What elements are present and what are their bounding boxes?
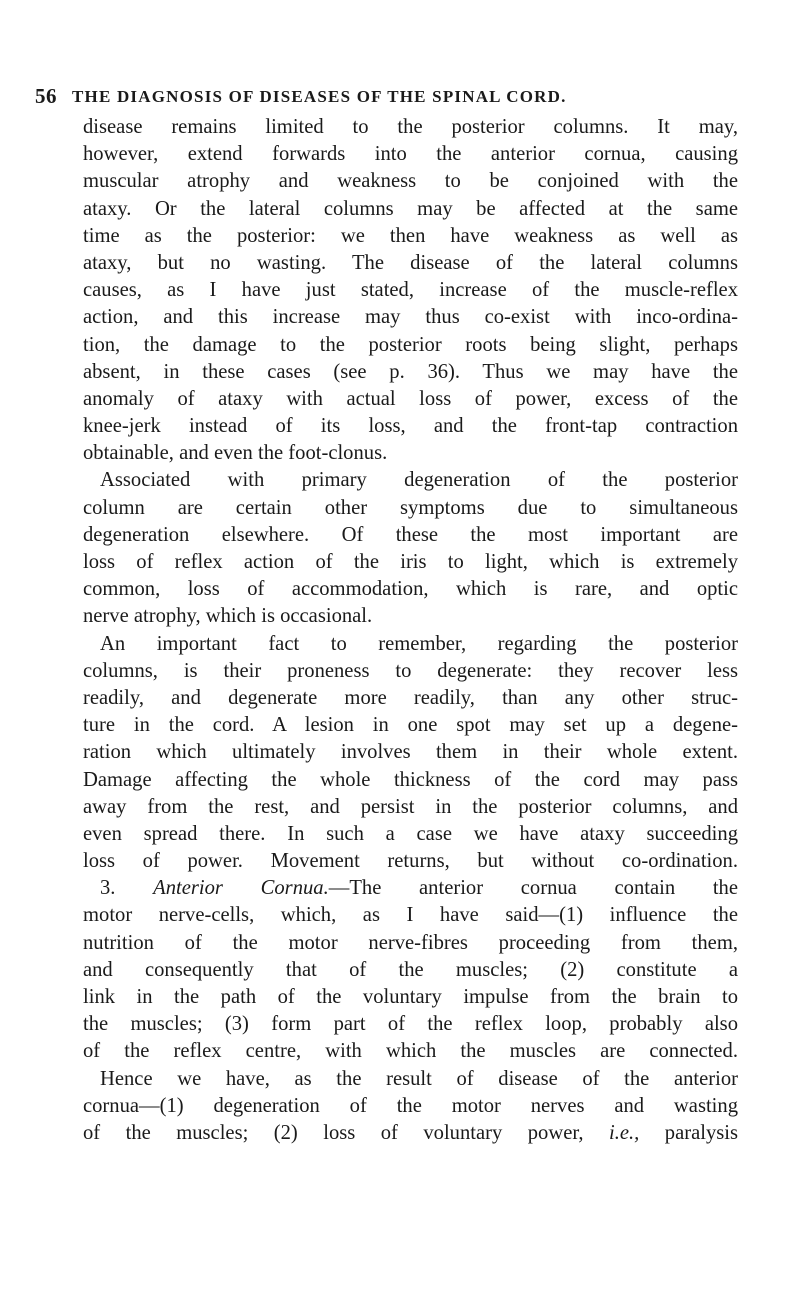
text-line: the muscles; (3) form part of the reflex loop, probably also bbox=[83, 1013, 738, 1036]
text-line: tion, the damage to the posterior roots being slight, perhaps bbox=[83, 333, 738, 356]
text-fragment: paralysis bbox=[664, 1121, 738, 1144]
text-line: knee-jerk instead of its loss, and the front-tap contraction bbox=[83, 415, 738, 438]
text-line: readily, and degenerate more readily, than any other struc- bbox=[83, 686, 738, 709]
text-line: An important fact to remember, regarding the posterior bbox=[100, 632, 738, 655]
page-number: 56 bbox=[35, 84, 57, 108]
text-line: motor nerve-cells, which, as I have said—(1) influence the bbox=[83, 904, 738, 927]
text-line: ataxy. Or the lateral columns may be affected at the same bbox=[83, 197, 738, 220]
page-header bbox=[35, 84, 735, 114]
section-title: Anterior Cornua. bbox=[153, 877, 329, 900]
section-heading-line bbox=[83, 875, 738, 902]
body-text bbox=[83, 114, 738, 1147]
text-fragment: of the muscles; (2) loss of voluntary power, bbox=[83, 1121, 584, 1144]
text-line: causes, as I have just stated, increase of the muscle-reflex bbox=[83, 279, 738, 302]
text-line: even spread there. In such a case we have ataxy succeeding bbox=[83, 822, 738, 845]
text-line: loss of reflex action of the iris to light, which is extremely bbox=[83, 551, 738, 573]
text-line: column are certain other symptoms due to simultaneous bbox=[83, 496, 738, 519]
text-line: common, loss of accommodation, which is rare, and optic bbox=[83, 578, 738, 601]
text-line: and consequently that of the muscles; (2) constitute a bbox=[83, 958, 738, 981]
text-line: disease remains limited to the posterior columns. It may, bbox=[83, 116, 738, 138]
text-line: of the reflex centre, with which the muscles are connected. bbox=[83, 1040, 738, 1063]
text-line: loss of power. Movement returns, but without co-ordination. bbox=[83, 850, 738, 873]
text-line: ture in the cord. A lesion in one spot may set up a degene- bbox=[83, 714, 738, 737]
text-line: nutrition of the motor nerve-fibres proceeding from them, bbox=[83, 931, 738, 954]
text-line: columns, is their proneness to degenerate: they recover less bbox=[83, 659, 738, 682]
text-line: Damage affecting the whole thickness of the cord may pass bbox=[83, 768, 738, 791]
text-line: degeneration elsewhere. Of these the most important are bbox=[83, 523, 738, 546]
italic-abbreviation: i.e., bbox=[609, 1121, 640, 1144]
text-line: Associated with primary degeneration of the posterior bbox=[100, 469, 738, 492]
text-line: absent, in these cases (see p. 36). Thus we may have the bbox=[83, 360, 738, 383]
section-number: 3. bbox=[100, 877, 116, 900]
text-line: cornua—(1) degeneration of the motor nerves and wasting bbox=[83, 1094, 738, 1117]
text-line: however, extend forwards into the anterior cornua, causing bbox=[83, 143, 738, 166]
text-line: ration which ultimately involves them in their whole extent. bbox=[83, 741, 738, 764]
text-line: time as the posterior: we then have weakness as well as bbox=[83, 224, 738, 247]
running-title: THE DIAGNOSIS OF DISEASES OF THE SPINAL CORD. bbox=[72, 87, 567, 106]
text-line: muscular atrophy and weakness to be conjoined with the bbox=[83, 170, 738, 193]
text-line: away from the rest, and persist in the posterior columns, and bbox=[83, 795, 738, 818]
text-line-final bbox=[83, 1120, 738, 1147]
text-line: ataxy, but no wasting. The disease of the lateral columns bbox=[83, 251, 738, 274]
text-line: nerve atrophy, which is occasional. bbox=[83, 605, 373, 628]
text-line: link in the path of the voluntary impulse from the brain to bbox=[83, 986, 738, 1008]
text-line: anomaly of ataxy with actual loss of power, excess of the bbox=[83, 387, 738, 410]
text-line: obtainable, and even the foot-clonus. bbox=[83, 442, 388, 465]
text-line: action, and this increase may thus co-exist with inco-ordina- bbox=[83, 306, 738, 329]
section-text: —The anterior cornua contain the bbox=[328, 877, 738, 900]
text-line: Hence we have, as the result of disease of the anterior bbox=[100, 1067, 738, 1090]
